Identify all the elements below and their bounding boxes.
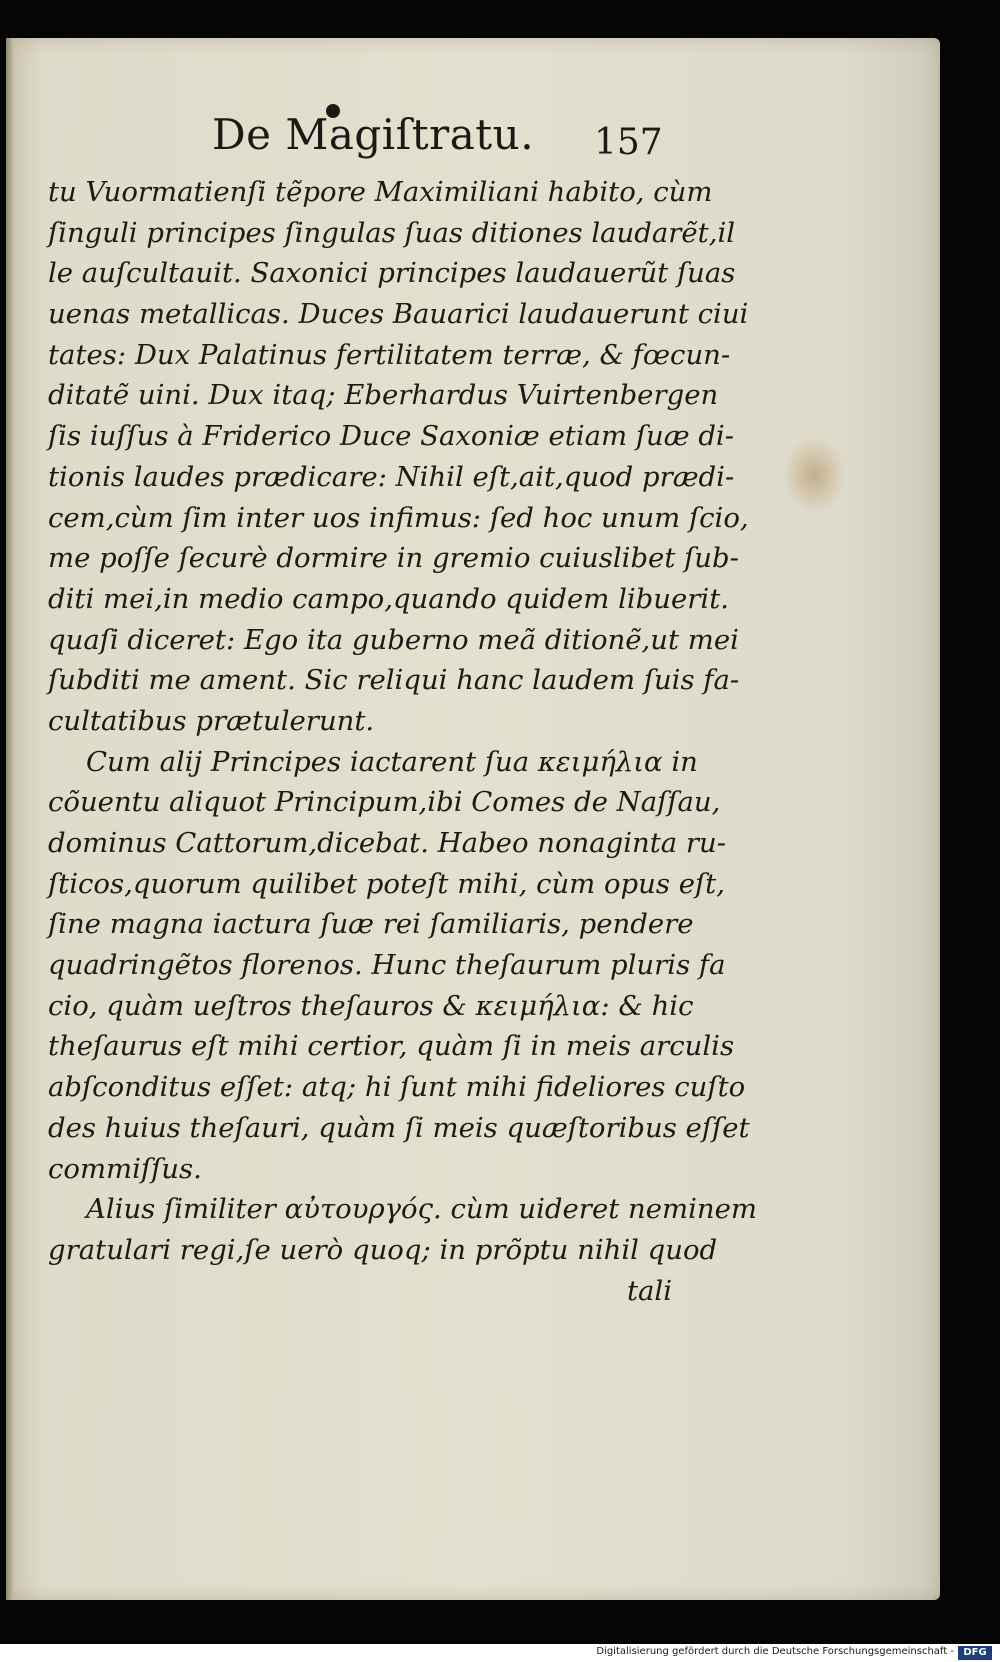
text-line: theſaurus eſt mihi certior, quàm ſi in meis arculis: [48, 1030, 735, 1063]
text-line: ſis iuſſus à Friderico Duce Saxoniæ etiam ſuæ di-: [48, 420, 735, 453]
text-line: ſinguli principes ſingulas ſuas ditiones laudarẽt,il: [48, 216, 736, 249]
text-line: quadringẽtos florenos. Hunc theſaurum pluris fa: [48, 949, 726, 982]
running-head: De Magiſtratu.: [212, 110, 535, 159]
text-line: uenas metallicas. Duces Bauarici laudauerunt ciui: [48, 298, 749, 331]
text-line: cultatibus prætulerunt.: [48, 704, 375, 737]
text-line: ſticos,quorum quilibet poteſt mihi, cùm opus eſt,: [48, 867, 725, 900]
text-line: ditatẽ uini. Dux itaq; Eberhardus Vuirtenbergen: [48, 379, 719, 412]
page-gutter-edge: [6, 38, 14, 1600]
text-line: ſubditi me ament. Sic reliqui hanc laudem ſuis fa-: [48, 664, 740, 697]
digitization-credit: Digitalisierung gefördert durch die Deutsche Forschungsgemeinschaft -: [596, 1646, 954, 1657]
paper-stain: [782, 436, 846, 514]
text-line: me poſſe ſecurè dormire in gremio cuiuslibet ſub-: [48, 542, 739, 575]
dfg-logo: DFG: [958, 1646, 992, 1660]
text-line: le auſcultauit. Saxonici principes laudauerũt ſuas: [48, 257, 736, 290]
text-line: diti mei,in medio campo,quando quidem libuerit.: [48, 582, 729, 615]
text-line: dominus Cattorum,dicebat. Habeo nonaginta ru-: [48, 827, 727, 859]
text-line: tates: Dux Palatinus fertilitatem terræ, & fœcun-: [48, 338, 731, 371]
text-line: ſine magna iactura ſuæ rei ſamiliaris, pendere: [48, 908, 694, 941]
text-line: cõuentu aliquot Principum,ibi Comes de Naſſau,: [48, 786, 721, 819]
text-line: tionis laudes prædicare: Nihil eſt,ait,quod prædi-: [48, 460, 735, 493]
catchword: tali: [626, 1274, 672, 1307]
text-line: des huius theſauri, quàm ſi meis quæſtoribus eſſet: [48, 1111, 750, 1144]
text-line: quaſi diceret: Ego ita guberno meã ditionẽ,ut mei: [48, 623, 739, 656]
page-number: 157: [594, 122, 663, 163]
text-line: cem,cùm ſim inter uos infimus: ſed hoc unum ſcio,: [48, 501, 749, 534]
body-text: [42, 172, 757, 1311]
text-line: gratulari regi,ſe uerò quoq; in prõptu nihil quod: [48, 1233, 718, 1266]
text-line: cio, quàm ueſtros theſauros & κειμήλια: & hic: [48, 989, 694, 1022]
text-line: tu Vuormatienſi tẽpore Maximiliani habito, cùm: [48, 176, 713, 208]
text-line: commiſſus.: [48, 1152, 202, 1185]
text-line: Alius ſimiliter αὐτουργός. cùm uideret neminem: [86, 1193, 757, 1226]
text-line: abſconditus eſſet: atq; hi ſunt mihi fideliores cuſto: [48, 1071, 746, 1104]
text-line: Cum alij Principes iactarent ſua κειμήλια in: [86, 745, 698, 778]
